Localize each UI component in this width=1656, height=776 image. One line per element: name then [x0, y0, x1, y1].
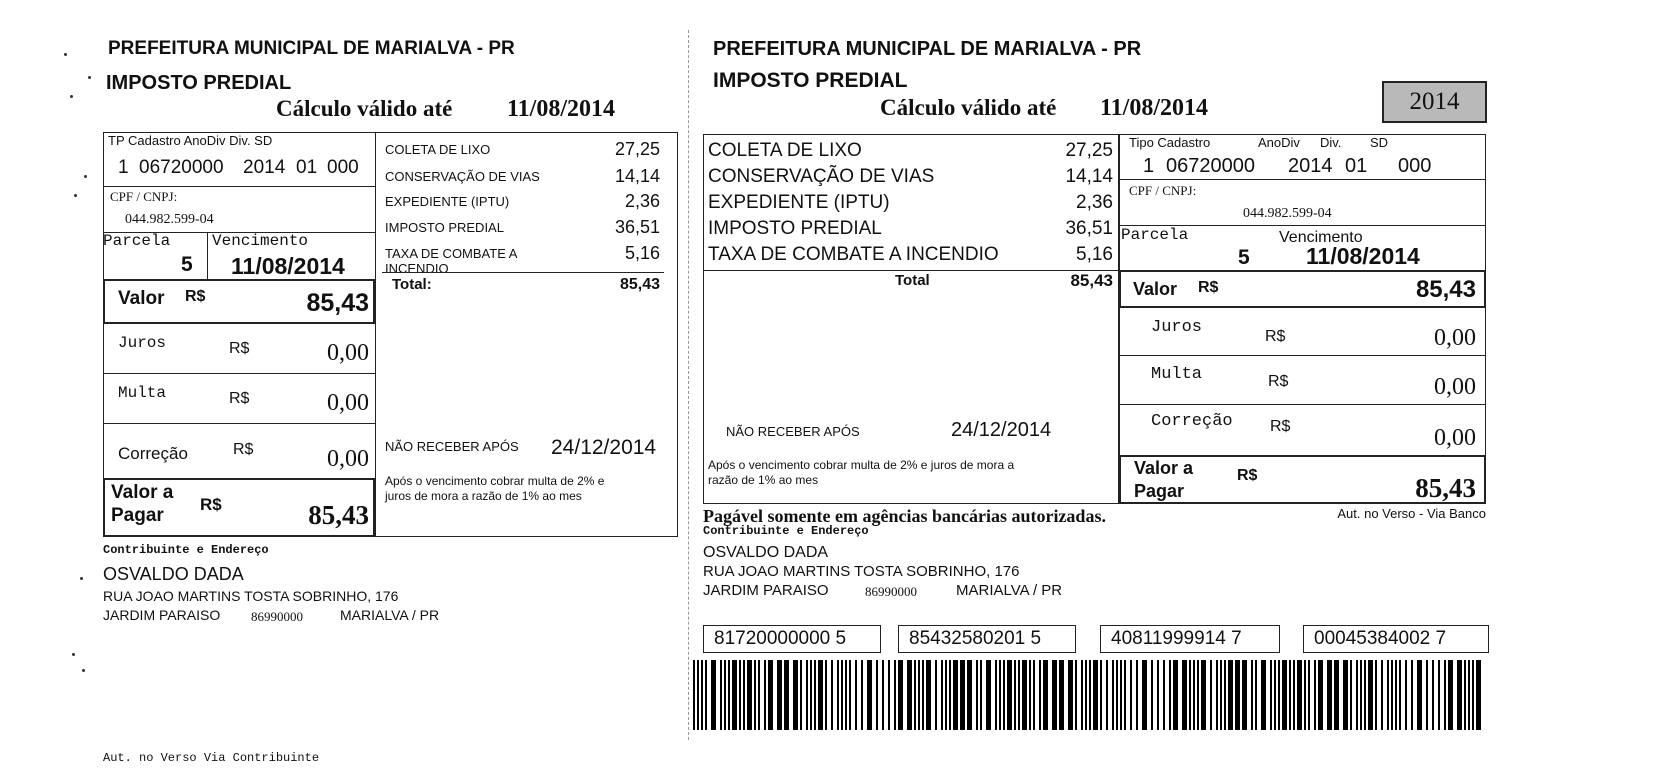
barcode-bar — [1018, 660, 1020, 730]
contribuinte-bairro: JARDIM PARAISO — [103, 607, 221, 623]
aut-contribuinte: Aut. no Verso Via Contribuinte — [103, 751, 320, 765]
scan-speck — [74, 194, 77, 197]
barcode-bar — [1228, 660, 1233, 730]
item-value: 5,16 — [1076, 244, 1113, 265]
barcode-bar — [1457, 660, 1462, 730]
barcode-bar — [1242, 660, 1247, 730]
scan-speck — [64, 53, 67, 56]
multa-label: Multa — [1151, 365, 1203, 384]
barcode-bar — [1075, 660, 1077, 730]
aviso-line: juros de mora a razão de 1% ao mes — [385, 489, 582, 503]
barcode-bar — [1014, 660, 1016, 730]
barcode-bar — [941, 660, 943, 730]
barcode-bar — [1391, 660, 1393, 730]
barcode-bar — [1173, 660, 1178, 730]
cadastro-header: Div. — [1320, 135, 1342, 150]
barcode-bar — [806, 660, 808, 730]
contribuinte-cep: 86990000 — [865, 584, 917, 599]
barcode-bar — [793, 660, 798, 730]
barcode-bar — [1293, 660, 1295, 730]
barcode-bar — [1059, 660, 1064, 730]
barcode-bar — [861, 660, 863, 730]
barcode-bar — [1375, 660, 1377, 730]
left-col-divider — [375, 132, 376, 537]
total-line — [382, 272, 664, 273]
item-label: COLETA DE LIXO — [385, 142, 491, 157]
barcode-bar — [1043, 660, 1048, 730]
item-label: TAXA DE COMBATE A — [385, 246, 518, 261]
barcode-bar — [1350, 660, 1352, 730]
contribuinte-cidade: MARIALVA / PR — [956, 582, 1063, 599]
item-value: 14,14 — [614, 166, 660, 186]
barcode-bar — [898, 660, 903, 730]
barcode-bar — [849, 660, 851, 730]
barcode-bar — [882, 660, 884, 730]
pagar-label: Valor a — [1134, 458, 1194, 478]
barcode-bar — [1395, 660, 1397, 730]
barcode-bar — [1112, 660, 1114, 730]
barcode-bar — [1387, 660, 1389, 730]
valor-label: Valor — [118, 288, 165, 309]
barcode-bar — [1085, 660, 1087, 730]
barcode-bar — [935, 660, 937, 730]
item-value: 2,36 — [1076, 192, 1113, 213]
divider — [1119, 404, 1486, 405]
imposto-title: IMPOSTO PREDIAL — [713, 69, 908, 92]
barcode-bar — [1405, 660, 1407, 730]
barcode-bar — [1381, 660, 1383, 730]
barcode-bar — [1157, 660, 1159, 730]
barcode-bar — [888, 660, 890, 730]
barcode-bar — [1039, 660, 1041, 730]
correcao-label: Correção — [1151, 412, 1233, 431]
barcode-bar — [764, 660, 766, 730]
barcode-bar — [867, 660, 872, 730]
barcode-bar — [1314, 660, 1316, 730]
juros-value: 0,00 — [327, 340, 369, 366]
barcode-bar — [1201, 660, 1206, 730]
barcode-bar — [1308, 660, 1310, 730]
barcode-bar — [1182, 660, 1187, 730]
vencimento-label: Vencimento — [212, 232, 309, 250]
valor-value: 85,43 — [1415, 276, 1476, 303]
cadastro-div: 01 — [1345, 155, 1368, 177]
barcode-bar — [1089, 660, 1091, 730]
barcode-bar — [1274, 660, 1276, 730]
barcode-bar — [918, 660, 920, 730]
barcode-bar — [1304, 660, 1306, 730]
barcode-bar — [732, 660, 737, 730]
scan-speck — [82, 669, 85, 672]
pagar-label: Pagar — [111, 505, 164, 526]
barcode — [693, 660, 1490, 730]
barcode-bar — [1417, 660, 1422, 730]
barcode-bar — [1411, 660, 1413, 730]
barcode-bar — [894, 660, 896, 730]
barcode-bar — [743, 660, 745, 730]
barcode-bar — [1052, 660, 1057, 730]
aut-banco: Aut. no Verso - Via Banco — [1337, 506, 1486, 521]
barcode-bar — [831, 660, 833, 730]
barcode-bar — [754, 660, 756, 730]
contribuinte-label: Contribuinte e Endereço — [703, 524, 869, 538]
barcode-bar — [976, 660, 978, 730]
barcode-bar — [1426, 660, 1428, 730]
barcode-bar — [784, 660, 789, 730]
total-value: 85,43 — [619, 276, 660, 293]
barcode-bar — [922, 660, 924, 730]
cadastro-div: 01 — [296, 157, 318, 178]
barcode-bar — [1120, 660, 1122, 730]
parcela-value: 5 — [1238, 246, 1250, 269]
barcode-bar — [1003, 660, 1005, 730]
total-label: Total — [895, 272, 930, 289]
currency-label: R$ — [1268, 373, 1289, 390]
barcode-bar — [1081, 660, 1083, 730]
nao-receber-label: NÃO RECEBER APÓS — [385, 439, 519, 454]
item-value: 5,16 — [624, 243, 660, 263]
barcode-bar — [841, 660, 843, 730]
aviso-line: razão de 1% ao mes — [708, 473, 819, 487]
barcode-bar — [825, 660, 827, 730]
currency-label: R$ — [185, 288, 206, 305]
cadastro-anodiv: 2014 — [243, 157, 286, 178]
linha-digitavel-field: 00045384002 7 — [1303, 625, 1489, 653]
imposto-title: IMPOSTO PREDIAL — [106, 72, 292, 94]
barcode-bar — [980, 660, 982, 730]
divider — [207, 232, 208, 279]
barcode-bar — [967, 660, 972, 730]
cadastro-header: TP Cadastro AnoDiv Div. SD — [108, 133, 273, 148]
barcode-bar — [999, 660, 1001, 730]
multa-label: Multa — [118, 384, 167, 402]
cadastro-numero: 06720000 — [139, 157, 224, 178]
barcode-bar — [1432, 660, 1434, 730]
currency-label: R$ — [233, 441, 254, 458]
contribuinte-nome: OSVALDO DADA — [103, 564, 244, 584]
item-value: 36,51 — [614, 217, 660, 237]
barcode-bar — [810, 660, 812, 730]
barcode-bar — [837, 660, 839, 730]
barcode-bar — [1220, 660, 1222, 730]
barcode-bar — [1278, 660, 1280, 730]
cadastro-numero: 06720000 — [1166, 155, 1255, 177]
barcode-bar — [768, 660, 773, 730]
barcode-bar — [855, 660, 857, 730]
cadastro-header: AnoDiv — [1258, 135, 1300, 150]
juros-label: Juros — [1151, 318, 1203, 337]
cpf-label: CPF / CNPJ: — [1129, 183, 1197, 198]
currency-label: R$ — [1198, 279, 1219, 296]
vencimento-label: Vencimento — [1279, 229, 1363, 246]
barcode-bar — [1438, 660, 1440, 730]
barcode-bar — [1360, 660, 1362, 730]
item-value: 2,36 — [624, 191, 660, 211]
barcode-bar — [1169, 660, 1171, 730]
cadastro-header: Tipo Cadastro — [1129, 135, 1211, 150]
barcode-bar — [926, 660, 931, 730]
cpf-value: 044.982.599-04 — [125, 212, 214, 227]
barcode-bar — [1444, 660, 1446, 730]
cadastro-tipo: 1 — [118, 157, 129, 178]
barcode-bar — [1216, 660, 1218, 730]
barcode-bar — [953, 660, 958, 730]
linha-digitavel-field: 81720000000 5 — [703, 625, 881, 653]
right-items-frame — [703, 134, 1119, 504]
vencimento-value: 11/08/2014 — [1306, 243, 1420, 269]
barcode-bar — [986, 660, 991, 730]
pagavel-text: Pagável somente em agências bancárias autorizadas. — [703, 506, 1106, 526]
item-value: 36,51 — [1065, 218, 1113, 239]
barcode-bar — [739, 660, 741, 730]
calc-label: Cálculo válido até — [276, 96, 453, 121]
contribuinte-endereco: RUA JOAO MARTINS TOSTA SOBRINHO, 176 — [103, 588, 399, 604]
aviso-text — [385, 474, 604, 504]
barcode-bar — [914, 660, 916, 730]
barcode-bar — [949, 660, 951, 730]
barcode-bar — [1124, 660, 1126, 730]
barcode-bar — [1334, 660, 1339, 730]
currency-label: R$ — [1265, 328, 1286, 345]
barcode-bar — [1197, 660, 1199, 730]
cadastro-anodiv: 2014 — [1288, 155, 1333, 177]
barcode-bar — [1399, 660, 1401, 730]
barcode-bar — [1472, 660, 1474, 730]
nao-receber-date: 24/12/2014 — [951, 419, 1052, 441]
barcode-bar — [1130, 660, 1132, 730]
divider — [103, 423, 375, 424]
barcode-bar — [1068, 660, 1073, 730]
barcode-bar — [1255, 660, 1257, 730]
barcode-bar — [1318, 660, 1323, 730]
item-overflow-clip — [385, 261, 475, 276]
scan-speck — [80, 577, 83, 580]
prefeitura-title: PREFEITURA MUNICIPAL DE MARIALVA - PR — [108, 38, 515, 59]
barcode-bar — [693, 660, 695, 730]
scan-speck — [72, 653, 75, 656]
divider — [103, 186, 375, 187]
correcao-label: Correção — [118, 444, 188, 463]
barcode-bar — [1029, 660, 1031, 730]
barcode-bar — [1136, 660, 1138, 730]
contribuinte-cidade: MARIALVA / PR — [340, 607, 440, 623]
parcela-label: Parcela — [1121, 226, 1189, 244]
correcao-value: 0,00 — [1434, 425, 1476, 451]
barcode-bar — [1210, 660, 1212, 730]
correcao-value: 0,00 — [327, 446, 369, 472]
currency-label: R$ — [200, 495, 222, 514]
currency-label: R$ — [229, 390, 250, 407]
aviso-text — [708, 458, 1014, 488]
scan-speck — [88, 76, 91, 79]
barcode-bar — [1100, 660, 1102, 730]
item-label: EXPEDIENTE (IPTU) — [708, 192, 890, 213]
barcode-bar — [1364, 660, 1366, 730]
multa-value: 0,00 — [1434, 374, 1476, 400]
linha-digitavel-field: 40811999914 7 — [1100, 625, 1280, 653]
cpf-value: 044.982.599-04 — [1243, 206, 1332, 221]
item-overflow-text: INCENDIO — [385, 261, 449, 276]
prefeitura-title: PREFEITURA MUNICIPAL DE MARIALVA - PR — [713, 38, 1142, 60]
barcode-bar — [1356, 660, 1358, 730]
barcode-bar — [1022, 660, 1027, 730]
linha-digitavel-field: 85432580201 5 — [898, 625, 1076, 653]
barcode-bar — [1468, 660, 1470, 730]
barcode-bar — [1163, 660, 1165, 730]
calc-date: 11/08/2014 — [1100, 95, 1209, 121]
valor-value: 85,43 — [306, 289, 369, 317]
barcode-bar — [1193, 660, 1195, 730]
cadastro-header: SD — [1370, 135, 1389, 150]
multa-value: 0,00 — [327, 390, 369, 416]
barcode-bar — [1189, 660, 1191, 730]
contribuinte-endereco: RUA JOAO MARTINS TOSTA SOBRINHO, 176 — [703, 563, 1020, 580]
nao-receber-label: NÃO RECEBER APÓS — [726, 424, 860, 439]
pagar-label: Pagar — [1134, 481, 1185, 501]
calc-date: 11/08/2014 — [507, 96, 616, 122]
divider — [1119, 355, 1486, 356]
year-badge: 2014 — [1382, 81, 1487, 123]
barcode-bar — [701, 660, 703, 730]
contribuinte-bairro: JARDIM PARAISO — [703, 582, 829, 599]
currency-label: R$ — [1270, 418, 1291, 435]
barcode-bar — [818, 660, 823, 730]
barcode-bar — [777, 660, 782, 730]
barcode-bar — [1282, 660, 1287, 730]
divider — [103, 373, 375, 374]
barcode-bar — [1142, 660, 1147, 730]
barcode-bar — [1116, 660, 1118, 730]
barcode-bar — [728, 660, 730, 730]
item-label: IMPOSTO PREDIAL — [708, 218, 882, 239]
item-label: CONSERVAÇÃO DE VIAS — [708, 166, 935, 187]
contribuinte-label: Contribuinte e Endereço — [103, 543, 269, 557]
cadastro-tipo: 1 — [1143, 155, 1155, 177]
barcode-bar — [1289, 660, 1291, 730]
item-label: CONSERVAÇÃO DE VIAS — [385, 169, 540, 184]
aviso-line: Após o vencimento cobrar multa de 2% e — [385, 474, 605, 488]
barcode-bar — [960, 660, 965, 730]
contribuinte-nome: OSVALDO DADA — [703, 544, 829, 561]
juros-value: 0,00 — [1434, 325, 1476, 351]
parcela-value: 5 — [181, 253, 193, 276]
valor-label: Valor — [1133, 279, 1178, 299]
scan-speck — [70, 95, 73, 98]
currency-label: R$ — [1237, 467, 1258, 484]
barcode-bar — [814, 660, 816, 730]
pagar-label: Valor a — [111, 482, 174, 503]
cadastro-sd: 000 — [327, 157, 359, 178]
item-value: 27,25 — [614, 139, 660, 159]
cadastro-sd: 000 — [1398, 155, 1432, 177]
barcode-bar — [945, 660, 947, 730]
currency-label: R$ — [229, 340, 250, 357]
total-label: Total: — [392, 276, 432, 293]
pagar-value: 85,43 — [308, 500, 369, 530]
total-value: 85,43 — [1070, 271, 1113, 290]
barcode-bar — [1151, 660, 1153, 730]
cpf-label: CPF / CNPJ: — [110, 189, 178, 204]
barcode-bar — [697, 660, 699, 730]
barcode-bar — [1007, 660, 1012, 730]
vencimento-value: 11/08/2014 — [231, 253, 345, 279]
barcode-bar — [1297, 660, 1302, 730]
barcode-bar — [720, 660, 722, 730]
item-label: TAXA DE COMBATE A INCENDIO — [708, 244, 999, 265]
barcode-bar — [747, 660, 752, 730]
aviso-line: Após o vencimento cobrar multa de 2% e juros de mora a — [708, 458, 1015, 472]
aut-contribuinte-clip — [103, 751, 403, 764]
barcode-bar — [1106, 660, 1108, 730]
barcode-bar — [876, 660, 878, 730]
cut-line — [688, 30, 689, 740]
scan-speck — [84, 175, 87, 178]
barcode-bar — [1368, 660, 1373, 730]
item-value: 27,25 — [1065, 140, 1113, 161]
pagar-value: 85,43 — [1415, 473, 1476, 503]
barcode-bar — [995, 660, 997, 730]
barcode-bar — [1476, 660, 1481, 730]
barcode-bar — [1251, 660, 1253, 730]
barcode-bar — [1448, 660, 1453, 730]
parcela-label: Parcela — [103, 232, 171, 250]
barcode-bar — [705, 660, 707, 730]
item-label: COLETA DE LIXO — [708, 140, 862, 161]
item-label: EXPEDIENTE (IPTU) — [385, 194, 510, 209]
barcode-bar — [1235, 660, 1240, 730]
nao-receber-date: 24/12/2014 — [551, 436, 657, 459]
calc-label: Cálculo válido até — [880, 95, 1057, 120]
barcode-bar — [800, 660, 802, 730]
item-label: IMPOSTO PREDIAL — [385, 220, 504, 235]
barcode-bar — [1327, 660, 1332, 730]
barcode-bar — [1343, 660, 1348, 730]
barcode-bar — [1261, 660, 1266, 730]
item-value: 14,14 — [1065, 166, 1113, 187]
juros-label: Juros — [118, 334, 167, 352]
divider — [1119, 179, 1486, 180]
barcode-bar — [1224, 660, 1226, 730]
barcode-bar — [907, 660, 912, 730]
barcode-bar — [711, 660, 716, 730]
barcode-bar — [724, 660, 726, 730]
barcode-bar — [1033, 660, 1035, 730]
barcode-bar — [758, 660, 760, 730]
barcode-bar — [1093, 660, 1098, 730]
barcode-bar — [845, 660, 847, 730]
barcode-bar — [1464, 660, 1466, 730]
barcode-bar — [1270, 660, 1272, 730]
contribuinte-cep: 86990000 — [251, 609, 303, 624]
